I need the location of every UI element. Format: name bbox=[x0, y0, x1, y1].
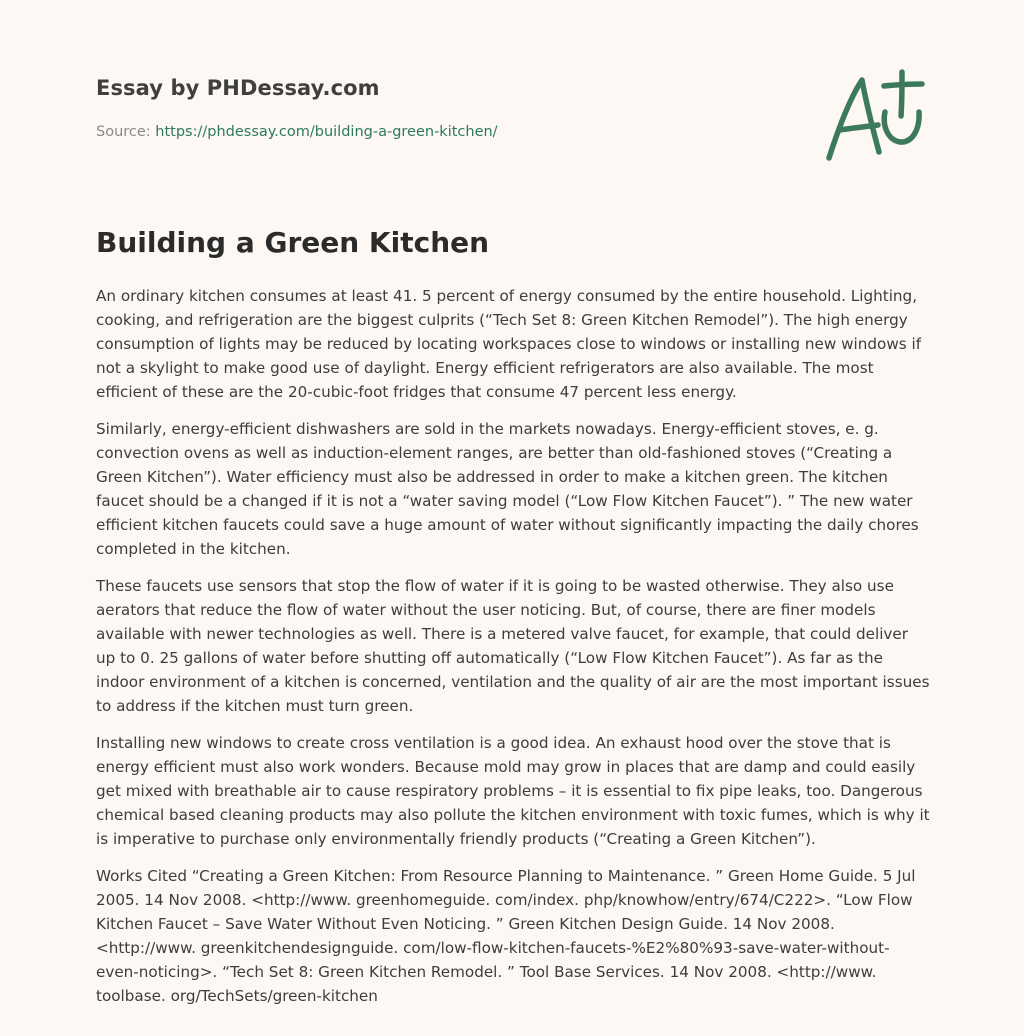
essay-paragraph: Installing new windows to create cross ventilation is a good idea. An exhaust hood over the stove that is energy efficient must also work wonders. Because mold may grow in places that are damp and could easily get mixed with breathable air to cause respiratory problems – it is essential to fix pipe leaks, too. Dangerous chemical based cleaning products may also pollute the kitchen environment with toxic fumes, which is why it is imperative to purchase only environmentally friendly products (“Creating a Green Kitchen”). bbox=[96, 734, 930, 848]
essay-title: Building a Green Kitchen bbox=[96, 226, 490, 259]
essay-paragraph: An ordinary kitchen consumes at least 41. 5 percent of energy consumed by the entire household. Lighting, cooking, and refrigeration are the biggest culprits (“Tech Set 8: Green Kitchen Remodel”). The high energy consumption of lights may be reduced by locating workspaces close to windows or installing new windows if not a skylight to make good use of daylight. Energy efficient refrigerators are also available. The most efficient of these are the 20-cubic-foot fridges that consume 47 percent less energy. bbox=[96, 287, 922, 401]
essay-body bbox=[96, 284, 932, 1021]
source-label: Source: bbox=[96, 124, 156, 140]
essay-paragraph: Similarly, energy-efficient dishwashers are sold in the markets nowadays. Energy-efficient stoves, e. g. convection ovens as well as induction-element ranges, are better than old-fashioned stoves (“Creating a Green Kitchen”). Water efficiency must also be addressed in order to make a kitchen green. The kitchen faucet should be a changed if it is not a “water saving model (“Low Flow Kitchen Faucet”). ” The new water efficient kitchen faucets could save a huge amount of water without significantly impacting the daily chores completed in the kitchen. bbox=[96, 420, 919, 558]
source-line bbox=[96, 124, 498, 140]
essay-paragraph: These faucets use sensors that stop the flow of water if it is going to be wasted otherwise. They also use aerators that reduce the flow of water without the user noticing. But, of course, there are finer models available with newer technologies as well. There is a metered valve faucet, for example, that could deliver up to 0. 25 gallons of water before shutting off automatically (“Low Flow Kitchen Faucet”). As far as the indoor environment of a kitchen is concerned, ventilation and the quality of air are the most important issues to address if the kitchen must turn green. bbox=[96, 577, 930, 715]
source-link[interactable]: https://phdessay.com/building-a-green-kitchen/ bbox=[155, 124, 498, 140]
works-cited: Works Cited “Creating a Green Kitchen: From Resource Planning to Maintenance. ” Green Home Guide. 5 Jul 2005. 14 Nov 2008. <http://www. greenhomeguide. com/index. php/knowhow/entry/674/C222>. “Low Flow Kitchen Faucet – Save Water Without Even Noticing. ” Green Kitchen Design Guide. 14 Nov 2008. <http://www. greenkitchendesignguide. com/low-flow-kitchen-faucets-%E2%80%93-save-water-without-even-noticing>. “Tech Set 8: Green Kitchen Remodel. ” Tool Base Services. 14 Nov 2008. <http://www. toolbase. org/TechSets/green-kitchen bbox=[96, 867, 916, 1005]
site-brand: Essay by PHDessay.com bbox=[96, 76, 380, 100]
a-plus-logo-icon bbox=[822, 68, 928, 164]
